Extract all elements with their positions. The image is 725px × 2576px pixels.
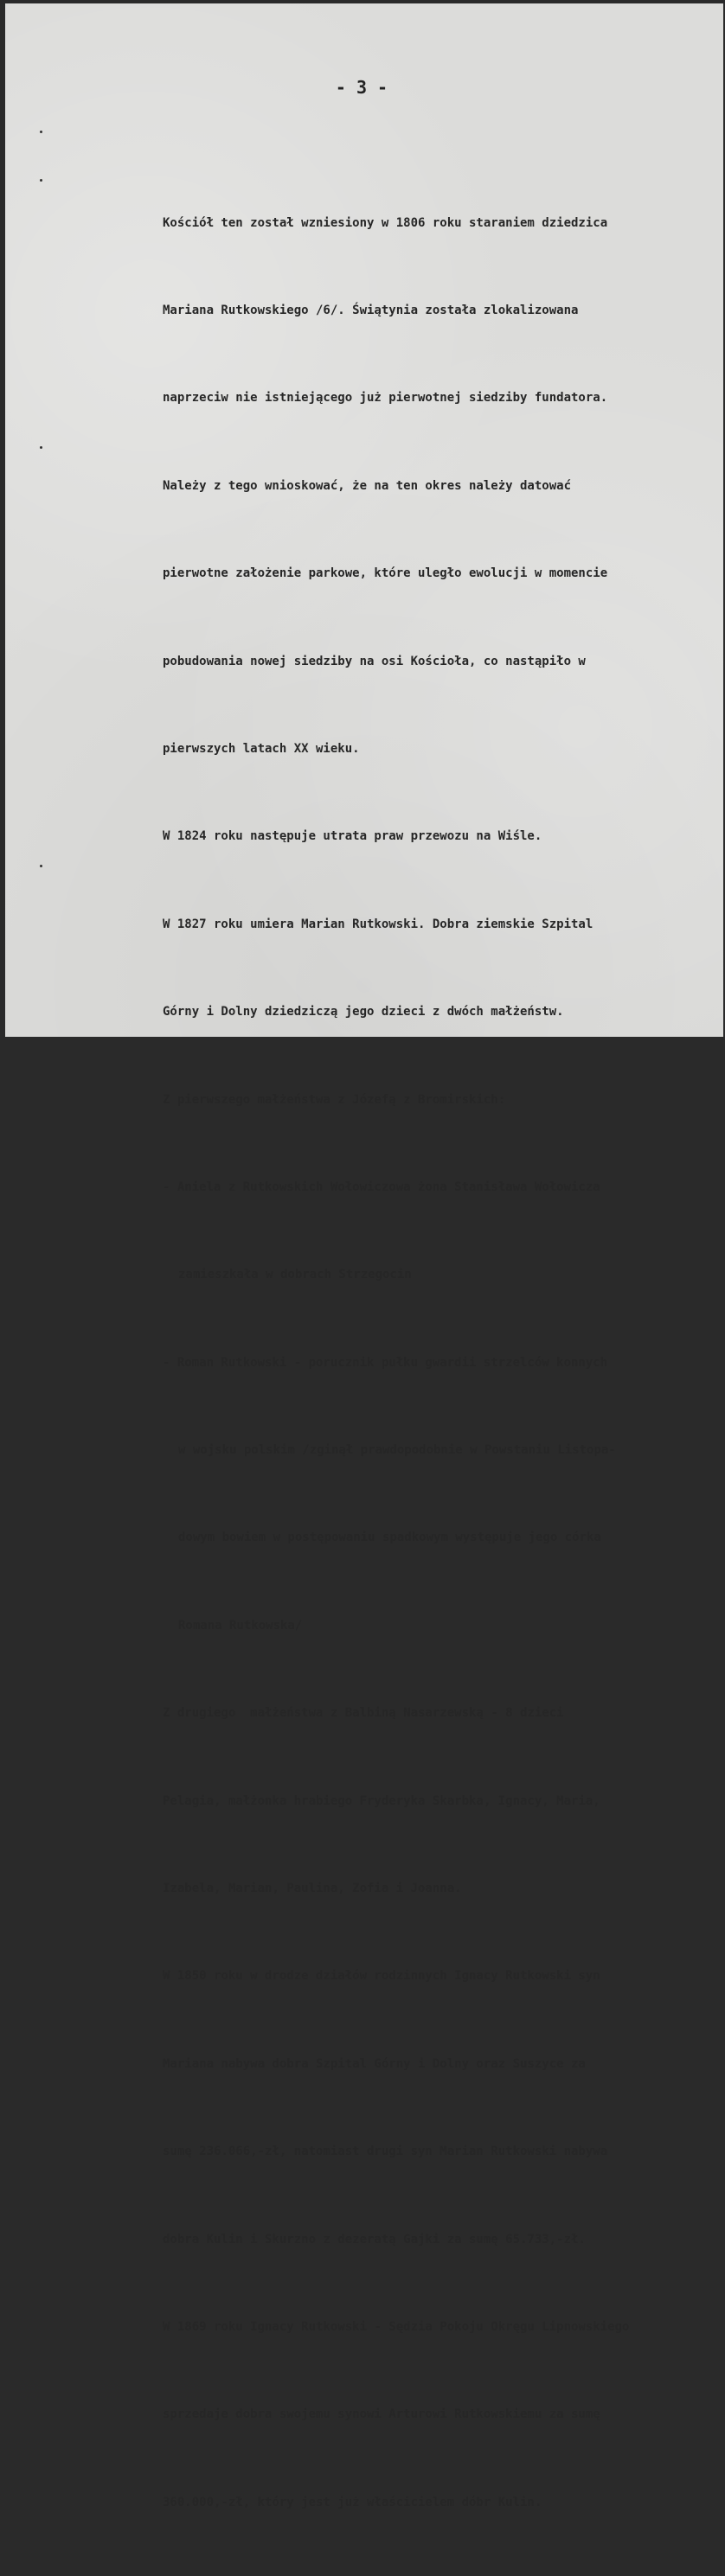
document-page bbox=[5, 3, 723, 2509]
list-item-line: dowym bowiem w postępowaniu spadkowym występuje jego córka bbox=[178, 1531, 601, 1545]
text-line: Pelagia, małżonka hrabiego Fryderyka Skarbka, Ignacy, Maria, bbox=[163, 1793, 600, 1808]
page-number: - 3 - bbox=[335, 77, 388, 98]
text-line: Mariana nabywa dobra Szpital Górny i Dolny oraz Suszyce za bbox=[163, 2056, 586, 2071]
text-line: Z pierwszego małżeństwa z Józefą z Bromirskich: bbox=[163, 1092, 506, 1107]
text-line: pierwszych latach XX wieku. bbox=[163, 741, 360, 756]
binding-hole-mark bbox=[40, 179, 42, 182]
text-line: Z drugiego małżeństwa z Balbiną Nasarzewską - 8 dzieci bbox=[163, 1706, 564, 1721]
body-text bbox=[163, 150, 725, 2576]
text-line: Izabela, Marian, Paulina, Zofia i Joanna. bbox=[163, 1882, 462, 1896]
text-line: dobra Kulin i Skurzno z dezeratą Gajki za sumę 65.733,-zł. bbox=[163, 2232, 586, 2247]
binding-hole-mark bbox=[40, 865, 42, 867]
list-item-line: zamieszkała w dobrach Strzegocin bbox=[178, 1268, 412, 1282]
text-line: naprzeciw nie istniejącego już pierwotnej siedziby fundatora. bbox=[163, 391, 608, 406]
text-line: Górny i Dolny dziedziczą jego dzieci z dwóch małżeństw. bbox=[163, 1005, 564, 1020]
text-line: Mariana Rutkowskiego /6/. Świątynia została zlokalizowana bbox=[163, 303, 579, 317]
list-item-line: Romana Rutkowska/ bbox=[178, 1618, 303, 1633]
binding-hole-mark bbox=[40, 446, 42, 449]
text-line: W 1850 roku w drodze działów rodzinnych Ignacy Rutkowski syn bbox=[163, 1969, 600, 1984]
text-line: pobudowania nowej siedziby na osi Kościoła, co nastąpiło w bbox=[163, 654, 586, 668]
text-line: sumę 236.066,-zł, natomiast drugi syn Marian Rutkowski nabywa bbox=[163, 2145, 608, 2159]
text-line: Kościół ten został wzniesiony w 1806 roku staraniem dziedzica bbox=[163, 215, 608, 230]
list-item-line: - Aniela z Rutkowskich Wołowiczowa żona Stanisława Wołowicza bbox=[163, 1179, 600, 1194]
binding-hole-mark bbox=[40, 131, 42, 133]
text-line: pierwotne założenie parkowe, które uległo ewolucji w momencie bbox=[163, 566, 608, 581]
text-line: 360.000,-zł, który jest już właścicielem dóbr Kulin. bbox=[163, 2495, 542, 2509]
text-line: W 1824 roku następuje utrata praw przewozu na Wiśle. bbox=[163, 829, 542, 844]
list-item-line: - Roman Rutkowski - porucznik pułku gwardii strzelców konnych bbox=[163, 1355, 608, 1370]
text-line: sprzedaje dobra swojemu synowi Arturowi Rutkowskiemu za sumę bbox=[163, 2407, 600, 2422]
text-line: W 1827 roku umiera Marian Rutkowski. Dobra ziemskie Szpital bbox=[163, 917, 593, 931]
text-line: Należy z tego wnioskować, że na ten okres należy datować bbox=[163, 478, 572, 493]
list-item-line: w wojsku polskim /zginął prawdopodobnie w Powstaniu Listopa- bbox=[178, 1443, 616, 1458]
text-line: W 1869 roku Ignacy Rutkowski - Sędzia Pokoju Okręgu Lipnowskiego bbox=[163, 2319, 630, 2334]
